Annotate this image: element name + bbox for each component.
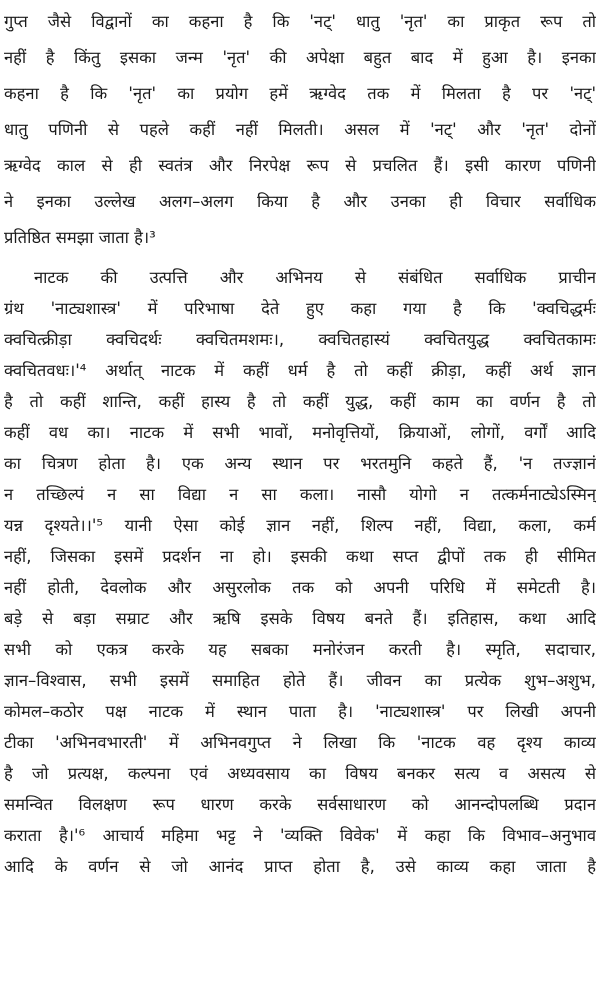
text-line: ग्रंथ 'नाट्यशास्त्र' में परिभाषा देते हुए कहा गया है कि 'क्वचिद्धर्मः <box>4 299 596 318</box>
text-line: प्रतिष्ठित समझा जाता है।³ <box>4 228 156 247</box>
text-line: क्वचितवधः।'⁴ अर्थात् नाटक में कहीं धर्म है तो कहीं क्रीड़ा, कहीं अर्थ ज्ञान <box>4 361 596 380</box>
book-page <box>4 0 596 991</box>
text-line: कोमल–कठोर पक्ष नाटक में स्थान पाता है। 'नाट्यशास्त्र' पर लिखी अपनी <box>4 702 596 721</box>
text-line: धातु पणिनी से पहले कहीं नहीं मिलती। असल में 'नट्' और 'नृत' दोनों <box>4 120 596 139</box>
text-line: कहीं वध का। नाटक में सभी भावों, मनोवृत्तियों, क्रियाओं, लोगों, वर्गों आदि <box>4 423 596 442</box>
text-line: समन्वित विलक्षण रूप धारण करके सर्वसाधारण को आनन्दोपलब्धि प्रदान <box>4 795 596 814</box>
text-line: नाटक की उत्पत्ति और अभिनय से संबंधित सर्वाधिक प्राचीन <box>34 268 596 287</box>
text-line: नहीं है किंतु इसका जन्म 'नृत' की अपेक्षा बहुत बाद में हुआ है। इनका <box>4 48 596 67</box>
text-line: कराता है।'⁶ आचार्य महिमा भट्ट ने 'व्यक्ति विवेक' में कहा कि विभाव–अनुभाव <box>4 826 596 845</box>
text-line: नहीं, जिसका इसमें प्रदर्शन ना हो। इसकी कथा सप्त द्वीपों तक ही सीमित <box>4 547 596 566</box>
text-line: कहना है कि 'नृत' का प्रयोग हमें ऋग्वेद तक में मिलता है पर 'नट्' <box>4 84 596 103</box>
text-line: है जो प्रत्यक्ष, कल्पना एवं अध्यवसाय का विषय बनकर सत्य व असत्य से <box>4 764 596 783</box>
text-line: यन्न दृश्यते।।'⁵ यानी ऐसा कोई ज्ञान नहीं, शिल्प नहीं, विद्या, कला, कर्म <box>4 516 596 535</box>
text-line: है तो कहीं शान्ति, कहीं हास्य है तो कहीं युद्ध, कहीं काम का वर्णन है तो <box>4 392 596 411</box>
text-line: गुप्त जैसे विद्वानों का कहना है कि 'नट्' धातु 'नृत' का प्राकृत रूप तो <box>4 12 596 31</box>
text-line: का चित्रण होता है। एक अन्य स्थान पर भरतमुनि कहते हैं, 'न तज्ज्ञानं <box>4 454 596 473</box>
text-line: न तच्छिल्पं न सा विद्या न सा कला। नासौ योगो न तत्कर्मनाट्येऽस्मिन् <box>4 485 596 504</box>
text-line: ऋग्वेद काल से ही स्वतंत्र और निरपेक्ष रूप से प्रचलित हैं। इसी कारण पणिनी <box>4 156 596 175</box>
text-line: आदि के वर्णन से जो आनंद प्राप्त होता है, उसे काव्य कहा जाता है <box>4 857 596 876</box>
text-line: सभी को एकत्र करके यह सबका मनोरंजन करती है। स्मृति, सदाचार, <box>4 640 596 659</box>
text-line: क्वचित्क्रीड़ा क्वचिदर्थः क्वचितमशमः।, क्वचितहास्यं क्वचितयुद्ध क्वचितकामः <box>4 330 596 349</box>
text-line: ने इनका उल्लेख अलग–अलग किया है और उनका ही विचार सर्वाधिक <box>4 192 596 211</box>
text-line: ज्ञान–विश्वास, सभी इसमें समाहित होते हैं। जीवन का प्रत्येक शुभ–अशुभ, <box>4 671 596 690</box>
text-line: बड़े से बड़ा सम्राट और ऋषि इसके विषय बनते हैं। इतिहास, कथा आदि <box>4 609 596 628</box>
text-line: नहीं होती, देवलोक और असुरलोक तक को अपनी परिधि में समेटती है। <box>4 578 596 597</box>
text-line: टीका 'अभिनवभारती' में अभिनवगुप्त ने लिखा कि 'नाटक वह दृश्य काव्य <box>4 733 596 752</box>
